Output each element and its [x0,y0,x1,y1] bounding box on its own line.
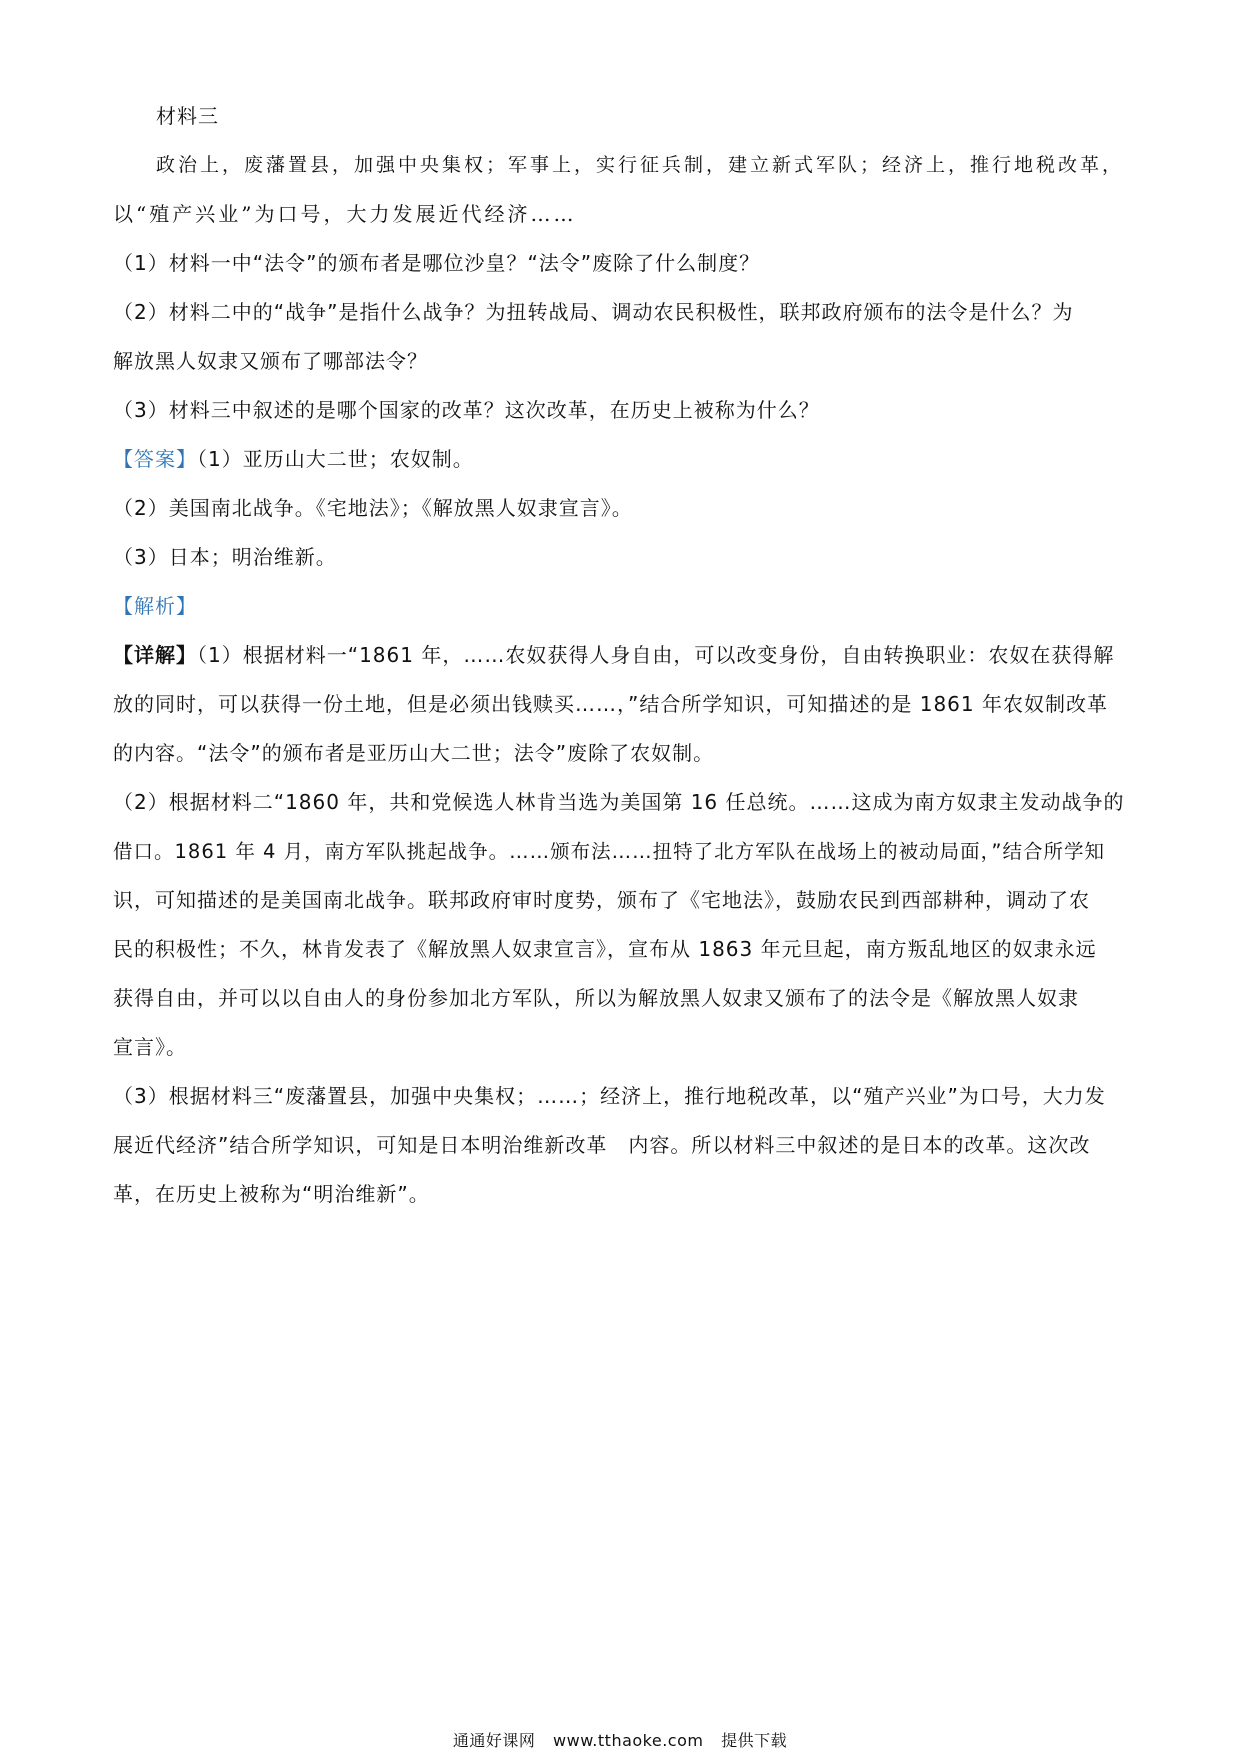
analysis-p2-line-2: 借口。1861 年 4 月，南方军队挑起战争。……颁布法……扭特了北方军队在战场上的被动局面，”结合所学知 [113,840,1105,863]
answer-line-1 [113,435,1128,484]
answer-1: （1）亚历山大二世；农奴制。 [197,447,474,471]
question-2-line-1: （2）材料二中的“战争”是指什么战争？为扭转战局、调动农民积极性，联邦政府颁布的法令是什么？为 [113,300,1074,324]
answer-2: （2）美国南北战争。《宅地法》；《解放黑人奴隶宣言》。 [113,496,633,520]
analysis-p2-line-5: 获得自由，并可以以自由人的身份参加北方军队，所以为解放黑人奴隶又颁布了的法令是《解放黑人奴隶 [113,986,1079,1010]
analysis-p3-line-3: 革，在历史上被称为“明治维新”。 [113,1182,430,1206]
footer-note: 提供下载 [721,1731,788,1750]
answer-tag: 【答案】 [113,447,197,471]
footer-site-name: 通通好课网 [452,1731,536,1750]
analysis-p2-line-4: 民的积极性；不久，林肯发表了《解放黑人奴隶宣言》，宣布从 1863 年元旦起，南方叛乱地区的奴隶永远 [113,937,1097,961]
analysis-p2-line-1: （2）根据材料二“1860 年，共和党候选人林肯当选为美国第 16 任总统。……这成为南方奴隶主发动战争的 [113,790,1125,814]
analysis-p2-line-6: 宣言》。 [113,1035,187,1059]
analysis-p3-line-1: （3）根据材料三“废藩置县，加强中央集权；……；经济上，推行地税改革，以“殖产兴业”为口号，大力发 [113,1084,1106,1108]
material-three-line-2: 以“殖产兴业”为口号，大力发展近代经济…… [113,202,577,226]
analysis-p1-text-1: （1）根据材料一“1861 年，……农奴获得人身自由，可以改变身份，自由转换职业：农奴在获得解 [197,643,1115,667]
answer-3: （3）日本；明治维新。 [113,545,337,569]
question-1: （1）材料一中“法令”的颁布者是哪位沙皇？“法令”废除了什么制度？ [113,251,761,275]
analysis-heading [113,582,1128,631]
material-three-title: 材料三 [156,104,219,128]
detail-tag: 【详解】 [113,643,197,667]
material-three-line-1: 政治上，废藩置县，加强中央集权；军事上，实行征兵制，建立新式军队；经济上，推行地税改革， [156,154,1125,176]
footer-url[interactable]: www.tthaoke.com [553,1731,704,1750]
analysis-p1-line-3: 的内容。“法令”的颁布者是亚历山大二世；法令”废除了农奴制。 [113,741,715,765]
analysis-p3-line-2: 展近代经济”结合所学知识，可知是日本明治维新改革 内容。所以材料三中叙述的是日本的改革。这次改 [113,1133,1091,1157]
analysis-p1-line-1 [113,631,1128,680]
question-2-line-2: 解放黑人奴隶又颁布了哪部法令？ [113,349,428,373]
document-body [113,92,1128,1219]
analysis-tag: 【解析】 [113,594,197,618]
question-3: （3）材料三中叙述的是哪个国家的改革？这次改革，在历史上被称为什么？ [113,398,820,422]
analysis-p1-line-2: 放的同时，可以获得一份土地，但是必须出钱赎买……，”结合所学知识，可知描述的是 1861 年农奴制改革 [113,692,1108,716]
page-footer [0,1728,1240,1751]
analysis-p2-line-3: 识，可知描述的是美国南北战争。联邦政府审时度势，颁布了《宅地法》，鼓励农民到西部耕种，调动了农 [113,888,1090,912]
